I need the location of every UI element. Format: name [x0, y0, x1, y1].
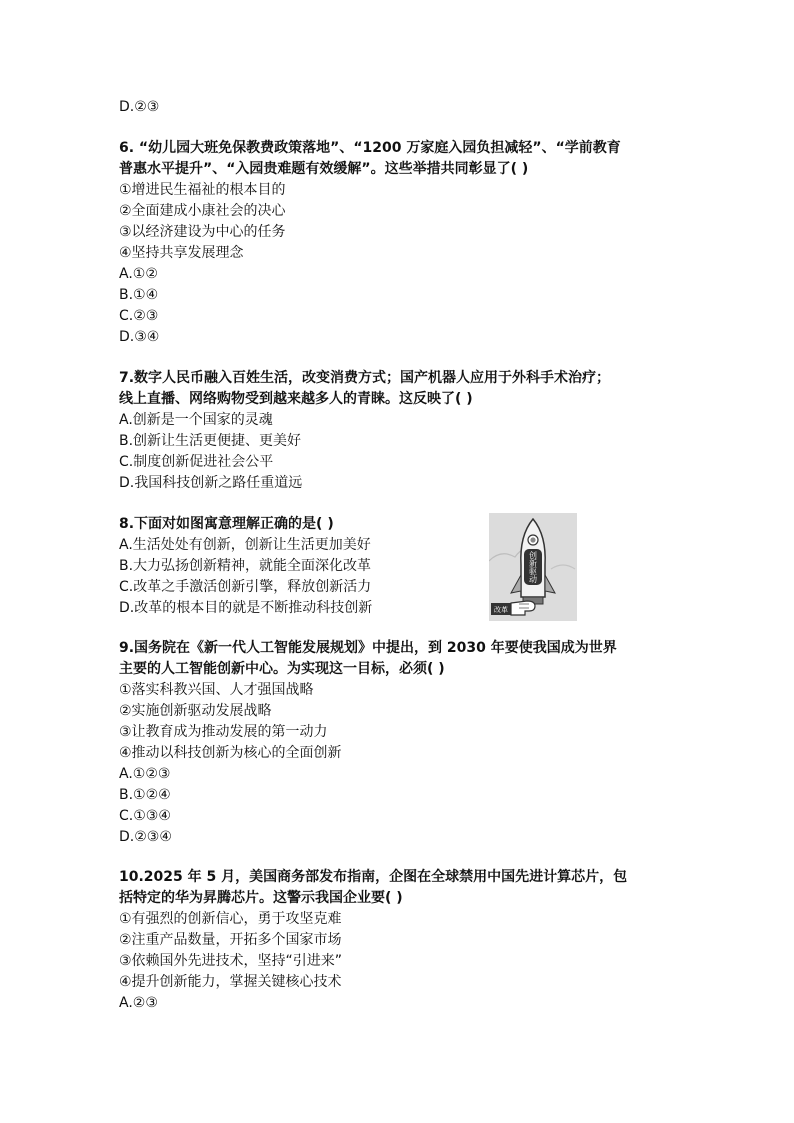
q8-option-c: C.改革之手激活创新引擎，释放创新活力 — [119, 579, 372, 595]
q9-statement-3: ③让教育成为推动发展的第一动力 — [119, 724, 328, 740]
rocket-illustration — [489, 513, 577, 621]
q6-statement-4: ④坚持共享发展理念 — [119, 245, 244, 261]
rocket-label-char-1: 创 — [529, 551, 537, 560]
rocket-label-char-2: 新 — [529, 559, 537, 568]
q9-option-d: D.②③④ — [119, 829, 172, 845]
q10-statement-2: ②注重产品数量，开拓多个国家市场 — [119, 932, 342, 948]
q6-statement-1: ①增进民生福祉的根本目的 — [119, 182, 286, 198]
q9-statement-2: ②实施创新驱动发展战略 — [119, 703, 272, 719]
q7-option-a: A.创新是一个国家的灵魂 — [119, 412, 273, 428]
q10-statement-4: ④提升创新能力，掌握关键核心技术 — [119, 974, 342, 990]
q7-option-d: D.我国科技创新之路任重道远 — [119, 475, 303, 491]
q10-option-a: A.②③ — [119, 995, 158, 1011]
q5-option-d: D.②③ — [119, 99, 160, 115]
q8-option-a: A.生活处处有创新，创新让生活更加美好 — [119, 537, 371, 553]
q9-stem-line-1: 9.国务院在《新一代人工智能发展规划》中提出，到 2030 年要使我国成为世界 — [119, 640, 617, 656]
hand-sleeve-label: 改革 — [494, 606, 508, 614]
rocket-label-char-3: 驱 — [529, 567, 537, 576]
q8-stem: 8.下面对如图寓意理解正确的是( ) — [119, 516, 334, 532]
q6-option-b: B.①④ — [119, 287, 159, 303]
q10-statement-3: ③依赖国外先进技术，坚持“引进来” — [119, 953, 343, 969]
q6-stem-line-2: 普惠水平提升”、“入园贵难题有效缓解”。这些举措共同彰显了( ) — [119, 161, 529, 177]
q9-option-a: A.①②③ — [119, 766, 171, 782]
q6-stem-line-1: 6. “幼儿园大班免保教费政策落地”、“1200 万家庭入园负担减轻”、“学前教育 — [119, 140, 621, 156]
q9-statement-1: ①落实科教兴国、人才强国战略 — [119, 682, 314, 698]
q8-option-d: D.改革的根本目的就是不断推动科技创新 — [119, 600, 373, 616]
q10-stem-line-1: 10.2025 年 5 月，美国商务部发布指南，企图在全球禁用中国先进计算芯片，包 — [119, 869, 628, 885]
q6-option-c: C.②③ — [119, 308, 159, 324]
q8-option-b: B.大力弘扬创新精神，就能全面深化改革 — [119, 558, 372, 574]
q9-option-b: B.①②④ — [119, 787, 171, 803]
q7-option-c: C.制度创新促进社会公平 — [119, 454, 274, 470]
q6-option-a: A.①② — [119, 266, 158, 282]
q7-stem-line-2: 线上直播、网络购物受到越来越多人的青睐。这反映了( ) — [119, 391, 473, 407]
q6-statement-3: ③以经济建设为中心的任务 — [119, 224, 286, 240]
q9-option-c: C.①③④ — [119, 808, 171, 824]
q10-statement-1: ①有强烈的创新信心，勇于攻坚克难 — [119, 911, 342, 927]
q10-stem-line-2: 括特定的华为昇腾芯片。这警示我国企业要( ) — [119, 890, 403, 906]
q7-option-b: B.创新让生活更便捷、更美好 — [119, 433, 302, 449]
q9-statement-4: ④推动以科技创新为核心的全面创新 — [119, 745, 342, 761]
q6-option-d: D.③④ — [119, 329, 160, 345]
rocket-label-char-4: 动 — [529, 575, 537, 584]
q7-stem-line-1: 7.数字人民币融入百姓生活，改变消费方式；国产机器人应用于外科手术治疗； — [119, 370, 611, 386]
q6-statement-2: ②全面建成小康社会的决心 — [119, 203, 286, 219]
q9-stem-line-2: 主要的人工智能创新中心。为实现这一目标，必须( ) — [119, 661, 445, 677]
